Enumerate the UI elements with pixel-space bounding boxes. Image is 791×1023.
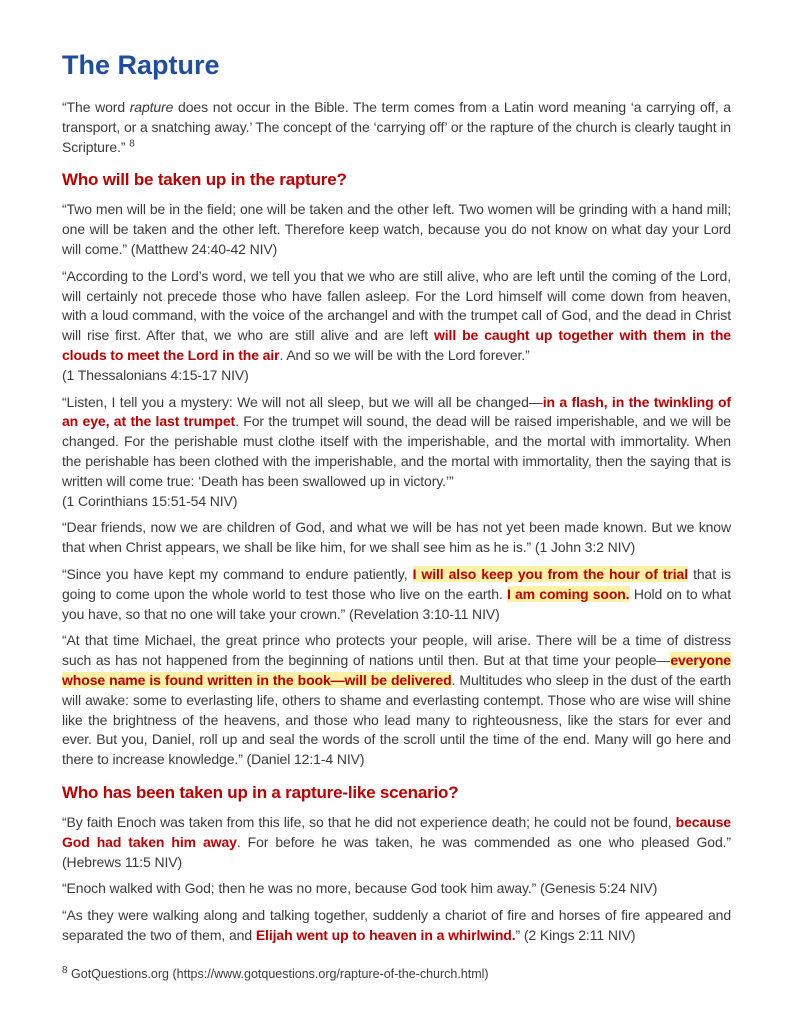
paragraph bbox=[62, 906, 731, 946]
text-run: ” (2 Kings 2:11 NIV) bbox=[515, 926, 636, 943]
footnote-reference-marker: 8 bbox=[129, 137, 135, 149]
text-run: Hold on to what you have, so that no one will take your crown.” (Revelation 3:10-11 NIV) bbox=[62, 585, 731, 622]
paragraph bbox=[62, 565, 731, 624]
text-run: everyone whose name is found written in the book—will be delivered bbox=[62, 652, 731, 688]
text-run: does not occur in the Bible. The term comes from a Latin word meaning ‘a carrying off, a transport, or a snatching away.’ The concept of the ‘carrying off’ or the rapture of the church is clearly taught in Scripture.” bbox=[62, 99, 731, 155]
text-run: I am coming soon. bbox=[506, 585, 630, 602]
text-run: “Dear friends, now we are children of God, and what we will be has not yet been made known. But we know that when Christ appears, we shall be like him, for we shall see him as he is.” (1 John 3:2 NIV) bbox=[62, 519, 731, 556]
paragraph bbox=[62, 518, 731, 558]
paragraph bbox=[62, 631, 731, 770]
paragraph bbox=[62, 393, 731, 512]
text-run: “Listen, I tell you a mystery: We will not all sleep, but we will all be changed— bbox=[62, 393, 543, 410]
section-heading: Who will be taken up in the rapture? bbox=[62, 170, 347, 190]
paragraph bbox=[62, 267, 731, 386]
text-run: “Enoch walked with God; then he was no more, because God took him away.” (Genesis 5:24 NIV) bbox=[62, 880, 658, 897]
text-run: . For the trumpet will sound, the dead will be raised imperishable, and we will be changed. For the perishable must clothe itself with the imperishable, and the mortal with immortality. When the perishable has been clothed with the imperishable, and the mortal with immortality, then the saying that is written will come true: ‘Death has been swallowed up in victory.’” bbox=[62, 413, 731, 489]
text-run: I will also keep you from the hour of trial bbox=[412, 565, 689, 582]
paragraph bbox=[62, 200, 731, 259]
text-run: . For before he was taken, he was commended as one who pleased God.” (Hebrews 11:5 NIV) bbox=[62, 833, 731, 870]
text-run: “Since you have kept my command to endure patiently, bbox=[62, 565, 413, 582]
text-run: will be caught up together with them in the clouds to meet the Lord in the air bbox=[62, 327, 731, 363]
text-run: (1 Corinthians 15:51-54 NIV) bbox=[62, 492, 238, 509]
text-run: Elijah went up to heaven in a whirlwind. bbox=[255, 926, 516, 943]
text-run: that is going to come upon the whole world to test those who live on the earth. bbox=[62, 565, 731, 602]
section-heading: Who has been taken up in a rapture-like scenario? bbox=[62, 782, 459, 802]
text-run: “By faith Enoch was taken from this life, so that he did not experience death; he could not be found, bbox=[62, 813, 676, 830]
text-run: “As they were walking along and talking together, suddenly a chariot of fire and horses of fire appeared and separated the two of them, and bbox=[62, 907, 731, 943]
footnote-text: GotQuestions.org (https://www.gotquestions.org/rapture-of-the-church.html) bbox=[67, 966, 489, 981]
paragraph bbox=[62, 813, 731, 872]
text-run: rapture bbox=[129, 99, 174, 115]
text-run: because God had taken him away bbox=[62, 813, 731, 850]
text-run: “According to the Lord’s word, we tell you that we who are still alive, who are left until the coming of the Lord, will certainly not precede those who have fallen asleep. For the Lord himself will come down from heaven, with a loud command, with the voice of the archangel and with the trumpet call of God, and the dead in Christ will rise first. After that, we who are still alive and are left bbox=[62, 267, 731, 344]
text-run: . Multitudes who sleep in the dust of the earth will awake: some to everlasting life, others to shame and everlasting contempt. Those who are wise will shine like the brightness of the heavens, and those who lead many to righteousness, like the stars for ever and ever. But you, Daniel, roll up and seal the words of the scroll until the time of the end. Many will go here and there to increase knowledge.” (Daniel 12:1-4 NIV) bbox=[62, 671, 731, 768]
text-run: “The word bbox=[62, 99, 130, 115]
paragraph bbox=[62, 879, 731, 899]
text-run: “Two men will be in the field; one will be taken and the other left. Two women will be grinding with a hand mill; one will be taken and the other left. Therefore keep watch, because you do not know on what day your Lord will come.” (Matthew 24:40-42 NIV) bbox=[62, 201, 731, 257]
text-run: . And so we will be with the Lord forever.” bbox=[279, 346, 530, 363]
footnote bbox=[62, 966, 731, 983]
text-run: “At that time Michael, the great prince who protects your people, will arise. There will be a time of distress such as has not happened from the beginning of nations until then. But at that time your people— bbox=[62, 632, 731, 669]
text-run: (1 Thessalonians 4:15-17 NIV) bbox=[62, 366, 249, 383]
text-run: in a flash, in the twinkling of an eye, at the last trumpet bbox=[62, 393, 731, 430]
page-title: The Rapture bbox=[62, 50, 220, 80]
document-body bbox=[62, 98, 731, 983]
footnote-marker: 8 bbox=[62, 964, 68, 976]
paragraph bbox=[62, 98, 731, 157]
